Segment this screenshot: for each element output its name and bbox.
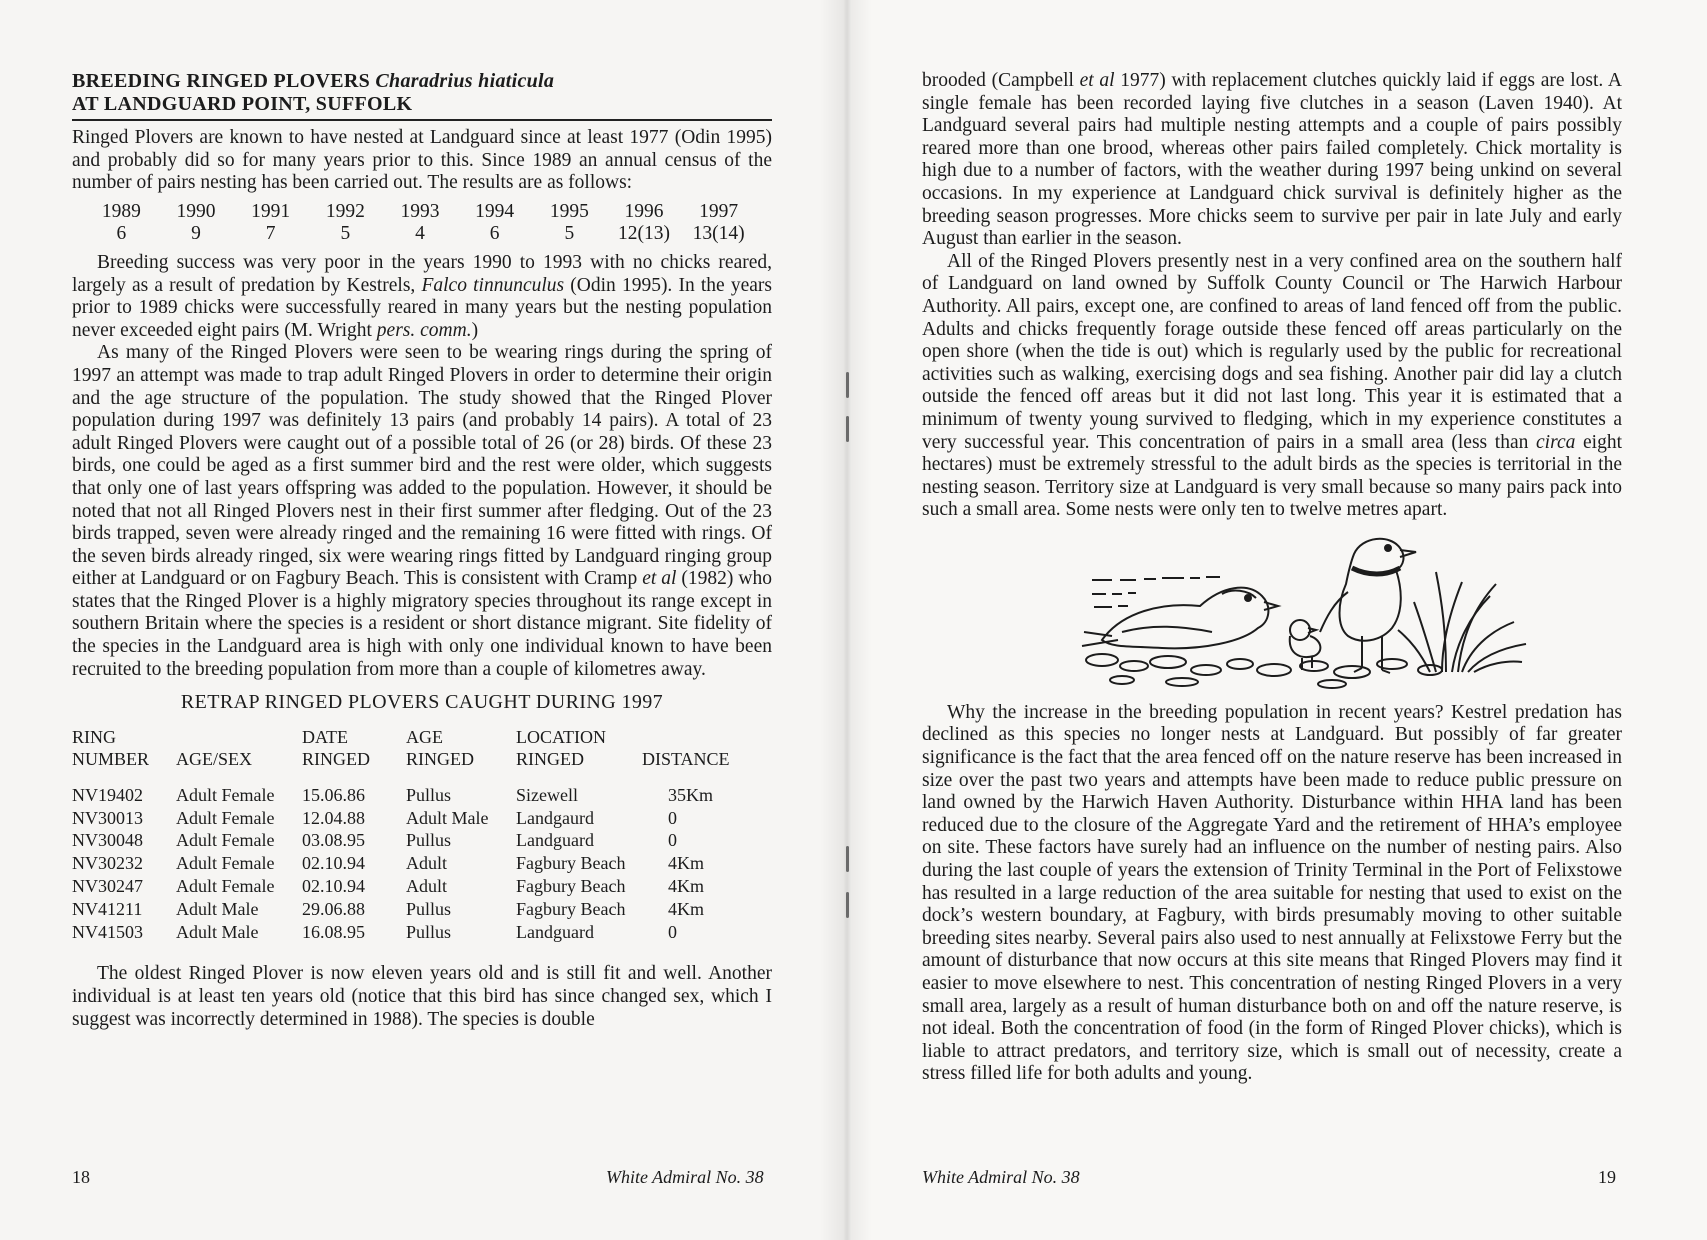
header-distance: DISTANCE	[642, 748, 730, 769]
cell-distance: 0	[668, 921, 677, 942]
staple-mark	[846, 372, 849, 398]
census-cell	[233, 201, 308, 246]
cell-date: 12.04.88	[302, 807, 365, 828]
census-cell	[383, 201, 458, 246]
census-year: 1991	[251, 200, 291, 222]
text-run: (Odin 1995). In the years prior to 1989 chicks were successfully reared in many years but the nesting population never exceeded eight pairs (M. Wright	[72, 274, 773, 341]
paragraph-breeding-success	[72, 252, 772, 342]
header-age-sex: AGE/SEX	[176, 748, 252, 769]
census-pairs: 6	[489, 223, 500, 245]
cell-age: Pullus	[406, 784, 452, 805]
census-table	[84, 201, 756, 246]
table-row	[72, 829, 774, 852]
paragraph-intro: Ringed Plovers are known to have nested at Landguard since at least 1977 (Odin 1995) and probably did so for many years prior to this. Since 1989 an annual census of the number of pairs nesting has been carried out. The results are as follows:	[72, 127, 772, 194]
cell-ring: NV30048	[72, 830, 143, 851]
census-cell	[607, 201, 682, 246]
census-pairs: 6	[116, 223, 127, 245]
text-run: eight hectares) must be extremely stressful to the adult birds as the species is territorial in the nesting season. Territory size at Landguard is very small because so many pairs pack into such a small area. Some nests were only ten to twelve metres apart.	[922, 431, 1622, 521]
census-cell	[308, 201, 383, 246]
census-pairs: 4	[415, 223, 425, 245]
paragraph-nesting-area	[922, 251, 1622, 522]
census-year: 1989	[101, 200, 141, 222]
title-line-1: BREEDING RINGED PLOVERS	[72, 70, 371, 92]
cell-ring: NV41211	[72, 898, 143, 919]
book-gutter	[820, 0, 872, 1240]
ringed-plover-illustration	[922, 532, 1622, 692]
census-pairs: 13(14)	[692, 223, 745, 245]
table-row	[72, 875, 774, 898]
text-run: As many of the Ringed Plovers were seen to be wearing rings during the spring of 1997 an attempt was made to trap adult Ringed Plovers in order to determine their origin and the age structure of the population. The study showed that the Ringed Plover population during 1997 was definitely 13 pairs (and probably 14 pairs). A total of 23 adult Ringed Plovers were caught out of a possible total of 26 (or 28) birds. Of these 23 birds, one could be aged as a first summer bird and the rest were older, which suggests that only one of last years offspring was added to the population. However, it should be noted that not all Ringed Plovers nest in their first summer after fledging. Out of the 23 birds trapped, seven were already ringed and the remaining 16 were fitted with rings. Of the seven birds already ringed, six were wearing rings fitted by Landguard ringing group either at Landguard or on Fagbury Beach. This is consistent with Cramp	[72, 342, 772, 590]
page-number-left: 18	[72, 1167, 90, 1187]
census-cell	[532, 201, 607, 246]
latin-term: circa	[1536, 431, 1576, 453]
text-run: 1977) with replacement clutches quickly laid if eggs are lost. A single female has been recorded laying five clutches in a season (Laven 1940). At Landguard several pairs had multiple nesting attempts and a couple of pairs possibly reared more than one brood, whereas other pairs failed completely. Chick mortality is high due to a number of factors, with the weather during 1997 being unkind on several occasions. In my experience at Landguard chick survival is definitely higher as the breeding season progresses. More chicks seem to survive per pair in late July and early August than earlier in the season.	[922, 70, 1622, 250]
magazine-footer-right: White Admiral No. 38	[922, 1167, 1080, 1187]
header-location-ringed: LOCATION RINGED	[516, 726, 606, 769]
staple-mark	[846, 892, 849, 918]
census-cell	[84, 201, 159, 246]
cell-age: Adult Male	[406, 807, 489, 828]
cell-age: Pullus	[406, 921, 452, 942]
census-year: 1993	[400, 200, 440, 222]
census-year: 1994	[475, 200, 515, 222]
cell-distance: 35Km	[668, 784, 713, 805]
table-row	[72, 921, 774, 944]
citation-etal: et al	[642, 568, 677, 590]
cell-location: Fagbury Beach	[516, 876, 626, 897]
cell-agesex: Adult Male	[176, 921, 259, 942]
cell-age: Pullus	[406, 898, 452, 919]
census-year: 1996	[624, 200, 664, 222]
table-row	[72, 807, 774, 830]
cell-agesex: Adult Female	[176, 830, 275, 851]
cell-location: Fagbury Beach	[516, 853, 626, 874]
cell-distance: 4Km	[668, 898, 704, 919]
magazine-footer-left: White Admiral No. 38	[606, 1167, 764, 1187]
header-age-ringed: AGE RINGED	[406, 726, 474, 769]
census-pairs: 12(13)	[617, 223, 670, 245]
cell-ring: NV30013	[72, 807, 143, 828]
text-run: (1982) who states that the Ringed Plover is a highly migratory species throughout its range except in southern Britain where the species is a resident or short distance migrant. Site fidelity of the species in the Landguard area is high with only one individual known to have been recruited to the breeding population from more than a couple of kilometres away.	[72, 568, 772, 680]
census-pairs: 9	[191, 223, 201, 245]
cell-age: Adult	[406, 876, 448, 897]
census-cell	[681, 201, 756, 246]
paragraph-brooding	[922, 70, 1622, 251]
table-title: RETRAP RINGED PLOVERS CAUGHT DURING 1997	[180, 691, 664, 714]
text-run: )	[471, 319, 479, 341]
text-run: brooded (Campbell	[922, 70, 1080, 91]
cell-ring: NV30247	[72, 876, 143, 897]
cell-date: 03.08.95	[302, 830, 365, 851]
table-row	[72, 784, 774, 807]
cell-distance: 0	[668, 830, 677, 851]
table-row	[72, 852, 774, 875]
table-row	[72, 898, 774, 921]
census-year: 1992	[325, 200, 365, 222]
cell-agesex: Adult Female	[176, 784, 275, 805]
cell-date: 15.06.86	[302, 784, 365, 805]
header-date-ringed: DATE RINGED	[302, 726, 370, 769]
cell-location: Sizewell	[516, 784, 578, 805]
cell-age: Adult	[406, 853, 448, 874]
cell-age: Pullus	[406, 830, 452, 851]
cell-date: 16.08.95	[302, 921, 365, 942]
title-species-name: Charadrius hiaticula	[375, 70, 555, 92]
right-column	[922, 70, 1622, 1086]
cell-distance: 0	[668, 807, 677, 828]
species-name: Falco tinnunculus	[421, 274, 565, 296]
cell-distance: 4Km	[668, 876, 704, 897]
cell-date: 02.10.94	[302, 853, 365, 874]
table-header-row	[72, 726, 774, 784]
census-year: 1997	[699, 200, 739, 222]
title-line-2: AT LANDGUARD POINT, SUFFOLK	[72, 93, 413, 115]
page-number-right: 19	[1598, 1167, 1616, 1187]
cell-ring: NV19402	[72, 784, 143, 805]
paragraph-oldest-bird: The oldest Ringed Plover is now eleven years old and is still fit and well. Another individual is at least ten years old (notice that this bird has since changed sex, which I suggest was incorrectly determined in 1988). The species is double	[72, 963, 772, 1030]
census-year: 1995	[549, 200, 589, 222]
staple-mark	[846, 846, 849, 872]
cell-date: 29.06.88	[302, 898, 365, 919]
census-cell	[159, 201, 234, 246]
left-column	[72, 70, 772, 1031]
cell-agesex: Adult Male	[176, 898, 259, 919]
article-title	[72, 70, 772, 121]
retrap-table	[72, 726, 774, 944]
cell-agesex: Adult Female	[176, 876, 275, 897]
census-pairs: 7	[265, 223, 276, 245]
staple-mark	[846, 416, 849, 442]
cell-location: Landguard	[516, 830, 594, 851]
header-ring-number: RING NUMBER	[72, 726, 150, 769]
paragraph-population-increase: Why the increase in the breeding population in recent years? Kestrel predation has declined as this species no longer nests at Landguard. But possibly of far greater significance is the fact that the area fenced off on the nature reserve has been increased in size over the past two years and attempts have been made to reduce public pressure on land owned by the Harwich Haven Authority. Disturbance within HHA land has been reduced due to the closure of the Aggregate Yard and the retirement of HHA’s employee on site. These factors have surely had an influence on the number of nesting pairs. Also during the last couple of years the extension of Trinity Terminal in the Port of Felixstowe has resulted in a large reduction of the area suitable for nesting that used to exist on the dock’s western boundary, at Fagbury, with birds presumably moving to other suitable breeding sites nearby. Several pairs also used to nest annually at Felixstowe Ferry but the amount of disturbance that now occurs at this site means that Ringed Plovers may find it easier to move elsewhere to nest. This concentration of nesting Ringed Plovers in a very small area, largely as a result of human disturbance both on and off the nature reserve, is not ideal. Both the concentration of food (in the form of Ringed Plover chicks), which is liable to attract predators, and territory size, which is small out of necessity, create a stress filled life for both adults and young.	[922, 701, 1622, 1085]
census-pairs: 5	[340, 223, 351, 245]
cell-ring: NV30232	[72, 853, 143, 874]
census-year: 1990	[176, 200, 216, 222]
cell-agesex: Adult Female	[176, 807, 275, 828]
cell-agesex: Adult Female	[176, 853, 275, 874]
citation-etal: et al	[1079, 70, 1115, 91]
table-body	[72, 784, 774, 944]
census-pairs: 5	[564, 223, 575, 245]
cell-location: Landgaurd	[516, 807, 594, 828]
cell-location: Landguard	[516, 921, 594, 942]
paragraph-trapping	[72, 342, 772, 681]
cell-date: 02.10.94	[302, 876, 365, 897]
cell-location: Fagbury Beach	[516, 898, 626, 919]
citation-note: pers. comm.	[376, 319, 472, 341]
text-run: All of the Ringed Plovers presently nest in a very confined area on the southern half of Landguard on land owned by Suffolk County Council or The Harwich Harbour Authority. All pairs, except one, are confined to areas of land fenced off from the public. Adults and chicks frequently forage outside these fenced off areas particularly on the open shore (when the tide is out) which is regularly used by the public for recreational activities such as walking, exercising dogs and sea fishing. Another pair did lay a clutch outside the fenced off areas but it did not last long. This year it is estimated that a minimum of twenty young survived to fledging, which in my experience constitutes a very successful year. This concentration of pairs in a small area (less than	[922, 250, 1622, 453]
cell-ring: NV41503	[72, 921, 143, 942]
census-cell	[457, 201, 532, 246]
text-run: Breeding success was very poor in the years 1990 to 1993 with no chicks reared, largely as a result of predation by Kestrels,	[72, 251, 772, 296]
cell-distance: 4Km	[668, 853, 704, 874]
